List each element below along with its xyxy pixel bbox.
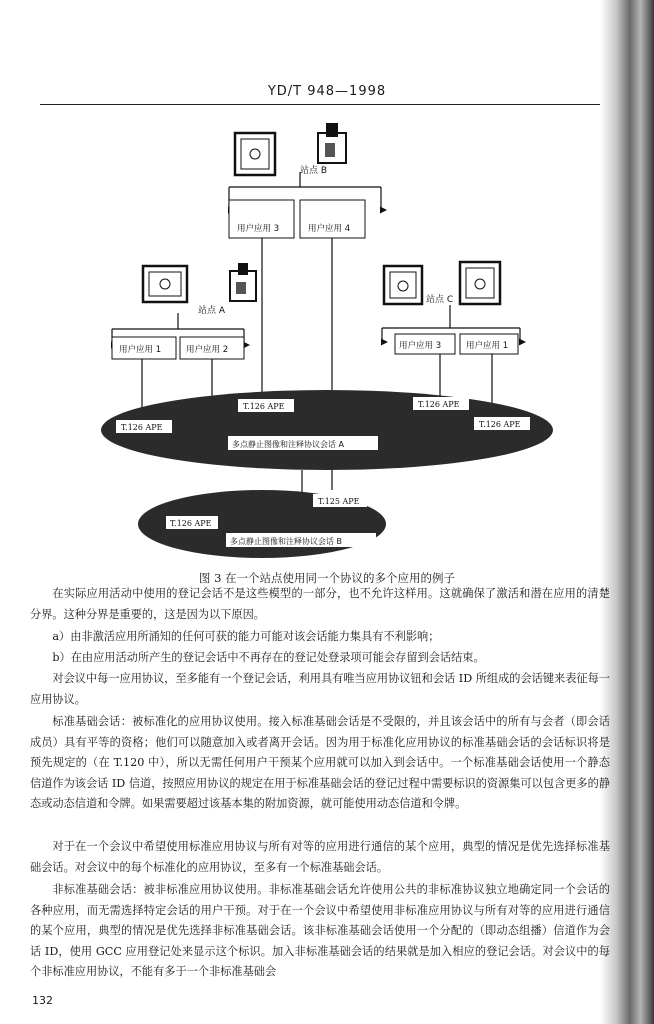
session-b-ape-2: T.126 APE (170, 519, 212, 528)
site-a-app-2: 用户应用 2 (186, 345, 229, 355)
paragraph-3: 标准基础会话：被标准化的应用协议使用。接入标准基础会话是不受限的，并且该会话中的所有与会者（即会话成员）具有平等的资格；他们可以随意加入或者离开会话。因为用于标准化应用协议的标准基础会话的会话标识将是预先规定的（在 T.120 中），所以无需任何用户干预某个应用就可以加入到会话中。一个标准基础会话使用一个静态信道作为该会话 ID 信道，按照应用协议的规定在用于标准基础会话的登记过程中需要标识的资源集可以包含更多的静态或动态信道和令牌。如果需要超过该基本集的附加资源，就可能使用动态信道和令牌。 (30, 715, 610, 810)
site-b-label: 站点 B (300, 166, 328, 176)
page-number: 132 (32, 994, 53, 1007)
site-a-label: 站点 A (198, 306, 226, 316)
site-b-app-2: 用户应用 4 (308, 224, 351, 234)
site-c-app-1: 用户应用 3 (399, 341, 442, 351)
session-b-ape-1: T.125 APE (318, 497, 360, 506)
session-a-ape-2: T.126 APE (418, 400, 460, 409)
site-b-monitor-icon (235, 133, 275, 175)
site-a-monitor-icon (143, 266, 187, 302)
session-a-ape-3: T.126 APE (121, 423, 163, 432)
site-c-app-2: 用户应用 1 (466, 341, 509, 351)
site-c-label: 站点 C (426, 295, 454, 305)
site-c-monitor-icon-1 (384, 266, 422, 304)
site-c-monitor-icon-2 (460, 262, 500, 304)
figure-caption: 图 3 在一个站点使用同一个协议的多个应用的例子 (198, 571, 456, 585)
paragraph-2: 对会议中每一应用协议，至多能有一个登记会话，利用具有唯当应用协议钮和会话 ID 所组成的会话键来表征每一应用协议。 (30, 672, 610, 706)
site-a-app-1: 用户应用 1 (119, 345, 162, 355)
paragraph-item-a: a）由非激活应用所涌知的任何可获的能力可能对该会话能力集具有不利影响； (52, 630, 440, 643)
session-b-name: 多点静止图像和注释协议会话 B (230, 537, 343, 546)
paragraph-4: 对于在一个会议中希望使用标准应用协议与所有对等的应用进行通信的某个应用，典型的情况是优先选择标准基础会话。对会议中的每个标准化的应用协议，至多有一个标准基础会话。 (30, 840, 610, 874)
site-a-workstation-icon (230, 263, 256, 301)
session-a-ape-1: T.126 APE (243, 402, 285, 411)
site-b-workstation-icon (318, 123, 346, 163)
paragraph-5: 非标准基础会话：被非标准应用协议使用。非标准基础会话允许使用公共的非标准协议独立地确定同一个会话的各种应用，而无需选择特定会话的用户干预。对于在一个会议中希望使用非标准应用协议与所有对等的应用进行通信的某个应用，典型的情况是优先选择非标准基础会话。该非标准基础会话使用一个分配的（即动态组播）信道作为会话 ID，使用 GCC 应用登记处来显示这个标识。加入非标准基础会话的结果就是加入相应的登记会话。对会议中的每个非标准应用协议，不能有多于一个非标准基础会 (30, 883, 610, 978)
site-b-app-1: 用户应用 3 (237, 224, 280, 234)
figure-diagram (0, 110, 600, 570)
session-a-ape-4: T.126 APE (479, 420, 521, 429)
standard-header: YD/T 948—1998 (267, 84, 387, 99)
paragraph-1: 在实际应用活动中使用的登记会话不是这些模型的一部分，也不允许这样用。这就确保了激活和潜在应用的清楚分界。这种分界是重要的，这是因为以下原因。 (30, 587, 610, 621)
session-a-name: 多点静止图像和注释协议会话 A (232, 440, 345, 449)
header-rule (40, 104, 600, 105)
paragraph-item-b: b）在由应用活动所产生的登记会话中不再存在的登记处登录项可能会存留到会话结束。 (52, 651, 485, 664)
